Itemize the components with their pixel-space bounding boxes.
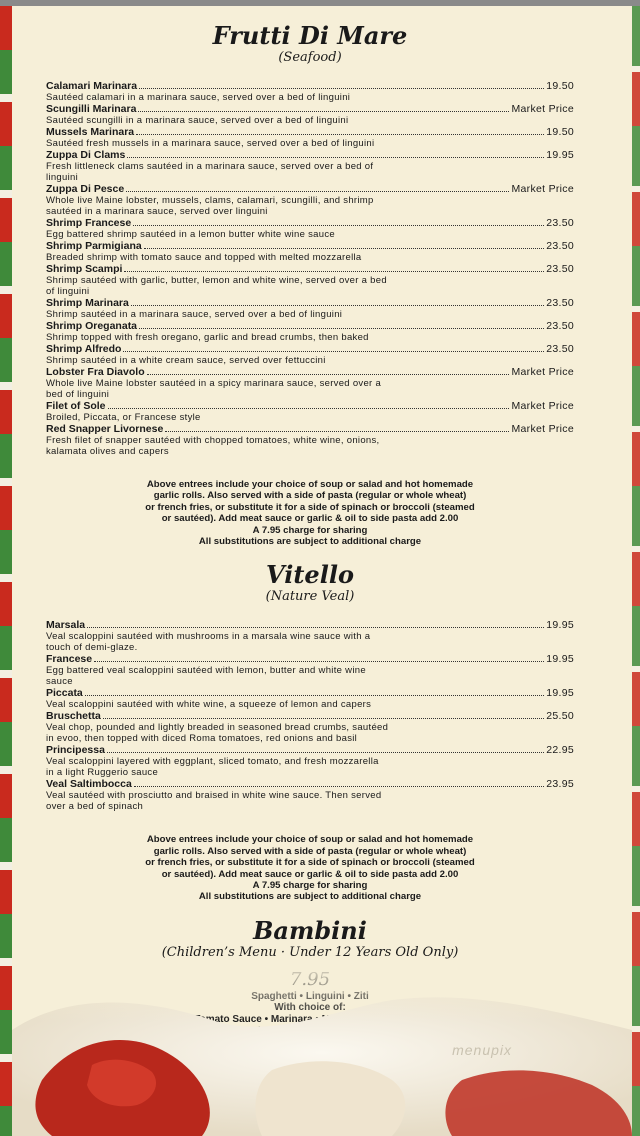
menu-item-name: Shrimp Oreganata	[46, 320, 138, 332]
seafood-items	[46, 80, 574, 457]
menu-item-name: Veal Saltimbocca	[46, 778, 132, 791]
note-line: A 7.95 charge for sharing	[252, 880, 368, 892]
dot-leader	[133, 225, 544, 226]
menu-item	[46, 744, 574, 778]
note-line: or french fries, or substitute it for a side of spinach or broccoli (steamed	[145, 501, 475, 513]
menu-item	[46, 778, 574, 812]
menu-item-row	[46, 240, 574, 252]
veal-items	[46, 619, 574, 812]
menu-item-row	[46, 423, 574, 435]
menu-item-price: 22.95	[546, 744, 574, 757]
menu-item-description: sautéed in a marinara sauce, served over linguini	[46, 206, 268, 217]
seafood-title: Frutti Di Mare	[212, 21, 408, 50]
menu-item-row	[46, 80, 574, 92]
menu-item-description: over a bed of spinach	[46, 801, 144, 813]
top-bar	[0, 0, 640, 6]
menu-item	[46, 297, 574, 320]
menu-item-description: Broiled, Piccata, or Francese style	[46, 412, 201, 423]
menu-item-description: Veal scaloppini sautéed with white wine, a squeeze of lemon and capers	[46, 699, 372, 711]
menu-item-description: Veal scaloppini sautéed with mushrooms in a marsala wine sauce with a	[46, 631, 371, 643]
menu-item-row	[46, 366, 574, 378]
menu-item-price: 19.95	[546, 149, 574, 161]
bambini-subtitle: (Children’s Menu · Under 12 Years Old Only)	[161, 944, 459, 960]
menu-item-row	[46, 217, 574, 229]
menu-item-price: Market Price	[511, 423, 574, 435]
menu-item-description: Whole live Maine lobster sautéed in a spicy marinara sauce, served over a	[46, 378, 382, 389]
menu-item-description: Veal chop, pounded and lightly breaded in seasoned bread crumbs, sautéed	[46, 722, 389, 734]
note-line: All substitutions are subject to additional charge	[198, 536, 422, 548]
menu-item-description: Whole live Maine lobster, mussels, clams, calamari, scungilli, and shrimp	[46, 195, 374, 206]
menu-item-price: 19.95	[546, 687, 574, 700]
menu-item	[46, 320, 574, 343]
menu-item-price: 19.95	[546, 653, 574, 666]
menu-item-row	[46, 103, 574, 115]
veal-title: Vitello	[266, 560, 354, 590]
menu-item-row	[46, 687, 574, 699]
dot-leader	[131, 305, 544, 306]
menu-item-price: 19.50	[546, 80, 574, 92]
menu-item-price: 19.95	[546, 619, 574, 632]
note-line: All substitutions are subject to additional charge	[198, 891, 422, 903]
menu-item-row	[46, 744, 574, 756]
dot-leader	[134, 786, 544, 787]
menu-item-price: 23.50	[546, 297, 574, 309]
menu-item-description: bed of linguini	[46, 389, 110, 400]
menu-item-description: Shrimp topped with fresh oregano, garlic and bread crumbs, then baked	[46, 332, 369, 343]
dot-leader	[136, 134, 544, 135]
menu-item-name: Principessa	[46, 744, 105, 757]
dot-leader	[144, 248, 545, 249]
menu-item	[46, 710, 574, 744]
menu-item	[46, 366, 574, 400]
menu-item	[46, 217, 574, 240]
menu-item-price: 23.50	[546, 320, 574, 332]
menu-item	[46, 183, 574, 217]
chicken-parmigiana-photo	[12, 960, 632, 1136]
seafood-note	[46, 479, 574, 547]
menu-item-description: Egg battered shrimp sautéed in a lemon butter white wine sauce	[46, 229, 335, 240]
dot-leader	[165, 431, 509, 432]
note-line: Above entrees include your choice of soup or salad and hot homemade	[146, 479, 474, 490]
menu-item-description: Veal scaloppini layered with eggplant, sliced tomato, and fresh mozzarella	[46, 756, 379, 768]
dot-leader	[147, 374, 510, 375]
menu-item-name: Shrimp Alfredo	[46, 343, 122, 355]
menu-item-row	[46, 710, 574, 722]
menu-item-row	[46, 263, 574, 275]
menu-item	[46, 423, 574, 457]
menu-item-description: Shrimp sautéed in a white cream sauce, served over fettuccini	[46, 355, 326, 366]
dot-leader	[138, 111, 509, 112]
menu-item	[46, 619, 574, 653]
menu-item-name: Shrimp Parmigiana	[46, 240, 142, 252]
menu-item-description: Breaded shrimp with tomato sauce and topped with melted mozzarella	[46, 252, 362, 263]
menu-item-description: Sautéed scungilli in a marinara sauce, served over a bed of linguini	[46, 115, 349, 126]
menu-item-name: Lobster Fra Diavolo	[46, 366, 145, 378]
dot-leader	[139, 88, 544, 89]
menu-item-row	[46, 320, 574, 332]
menu-item-description: of linguini	[46, 286, 90, 297]
menu-item-description: Shrimp sautéed with garlic, butter, lemon and white wine, served over a bed	[46, 275, 387, 286]
menu-item-price: 23.50	[546, 263, 574, 275]
dot-leader	[127, 157, 544, 158]
note-line: or french fries, or substitute it for a side of spinach or broccoli (steamed	[145, 857, 475, 869]
dot-leader	[126, 191, 509, 192]
menu-item	[46, 653, 574, 687]
menu-item-row	[46, 778, 574, 790]
note-line: A 7.95 charge for sharing	[252, 524, 368, 536]
note-line: garlic rolls. Also served with a side of pasta (regular or whole wheat)	[153, 490, 467, 502]
dot-leader	[124, 271, 544, 272]
dot-leader	[87, 627, 544, 628]
menu-item-description: Veal sautéed with prosciutto and braised in white wine sauce. Then served	[46, 790, 382, 802]
menu-item-description: in evoo, then topped with diced Roma tomatoes, red onions and basil	[46, 733, 358, 745]
note-line: or sautéed). Add meat sauce or garlic & oil to side pasta add 2.00	[161, 513, 459, 525]
menu-item	[46, 687, 574, 710]
menu-item-price: Market Price	[511, 183, 574, 195]
menu-item-price: 23.50	[546, 217, 574, 229]
menu-item-description: Fresh filet of snapper sautéed with chopped tomatoes, white wine, onions,	[46, 435, 380, 446]
menu-item-name: Scungilli Marinara	[46, 103, 137, 115]
veal-note	[46, 834, 574, 902]
menu-item	[46, 343, 574, 366]
note-line: or sautéed). Add meat sauce or garlic & oil to side pasta add 2.00	[161, 868, 459, 880]
menu-item-row	[46, 183, 574, 195]
menu-item-description: Egg battered veal scaloppini sautéed with lemon, butter and white wine	[46, 665, 366, 677]
menu-item-row	[46, 149, 574, 161]
dot-leader	[139, 328, 544, 329]
veal-subtitle: (Nature Veal)	[265, 589, 355, 605]
menu-item-description: Sautéed calamari in a marinara sauce, served over a bed of linguini	[46, 92, 351, 103]
menu-item-row	[46, 653, 574, 665]
menu-item-description: sauce	[46, 676, 73, 688]
menu-item-price: Market Price	[511, 400, 574, 412]
menu-item	[46, 103, 574, 126]
menu-item-name: Zuppa Di Pesce	[46, 183, 125, 195]
menu-item-name: Marsala	[46, 619, 86, 632]
italian-flag-border-left	[0, 6, 12, 1136]
italian-flag-border-right	[632, 6, 640, 1136]
menu-item-name: Shrimp Scampi	[46, 263, 123, 275]
menu-item	[46, 149, 574, 183]
dot-leader	[94, 661, 544, 662]
menu-item-price: 25.50	[546, 710, 574, 723]
dot-leader	[107, 752, 544, 753]
menu-item-name: Mussels Marinara	[46, 126, 135, 138]
note-line: garlic rolls. Also served with a side of pasta (regular or whole wheat)	[153, 845, 467, 857]
menu-page	[46, 22, 574, 1085]
bambini-title: Bambini	[253, 915, 367, 945]
menu-item-row	[46, 619, 574, 631]
menu-item-price: Market Price	[511, 366, 574, 378]
note-line: Above entrees include your choice of soup or salad and hot homemade	[146, 834, 474, 846]
seafood-subtitle: (Seafood)	[278, 50, 342, 65]
menu-item-row	[46, 343, 574, 355]
dot-leader	[103, 718, 544, 719]
menu-item	[46, 80, 574, 103]
menu-item-price: 23.50	[546, 343, 574, 355]
menu-item-name: Red Snapper Livornese	[46, 423, 164, 435]
menu-item	[46, 263, 574, 297]
menu-item-description: in a light Ruggerio sauce	[46, 767, 159, 779]
menu-item-price: 23.95	[546, 778, 574, 791]
menu-item-name: Zuppa Di Clams	[46, 149, 126, 161]
menu-item-description: linguini	[46, 172, 78, 183]
menu-item-description: Fresh littleneck clams sautéed in a marinara sauce, served over a bed of	[46, 161, 374, 172]
menu-item-name: Francese	[46, 653, 93, 666]
dot-leader	[108, 408, 510, 409]
menu-item	[46, 400, 574, 423]
menu-item-price: Market Price	[511, 103, 574, 115]
menu-item-price: 23.50	[546, 240, 574, 252]
menu-item-price: 19.50	[546, 126, 574, 138]
menu-item-description: Sautéed fresh mussels in a marinara sauce, served over a bed of linguini	[46, 138, 375, 149]
dot-leader	[85, 695, 544, 696]
menu-item-row	[46, 126, 574, 138]
watermark: menupix	[452, 1042, 512, 1058]
menu-item-description: touch of demi-glaze.	[46, 642, 138, 654]
menu-item-name: Shrimp Marinara	[46, 297, 129, 309]
menu-item-name: Filet of Sole	[46, 400, 106, 412]
menu-item-name: Shrimp Francese	[46, 217, 132, 229]
menu-item	[46, 240, 574, 263]
menu-item-name: Piccata	[46, 687, 83, 700]
menu-item-row	[46, 400, 574, 412]
menu-item-name: Calamari Marinara	[46, 80, 138, 92]
menu-item-row	[46, 297, 574, 309]
menu-item-description: kalamata olives and capers	[46, 446, 169, 457]
menu-item-name: Bruschetta	[46, 710, 101, 723]
menu-item-description: Shrimp sautéed in a marinara sauce, served over a bed of linguini	[46, 309, 343, 320]
menu-item	[46, 126, 574, 149]
dot-leader	[123, 351, 544, 352]
